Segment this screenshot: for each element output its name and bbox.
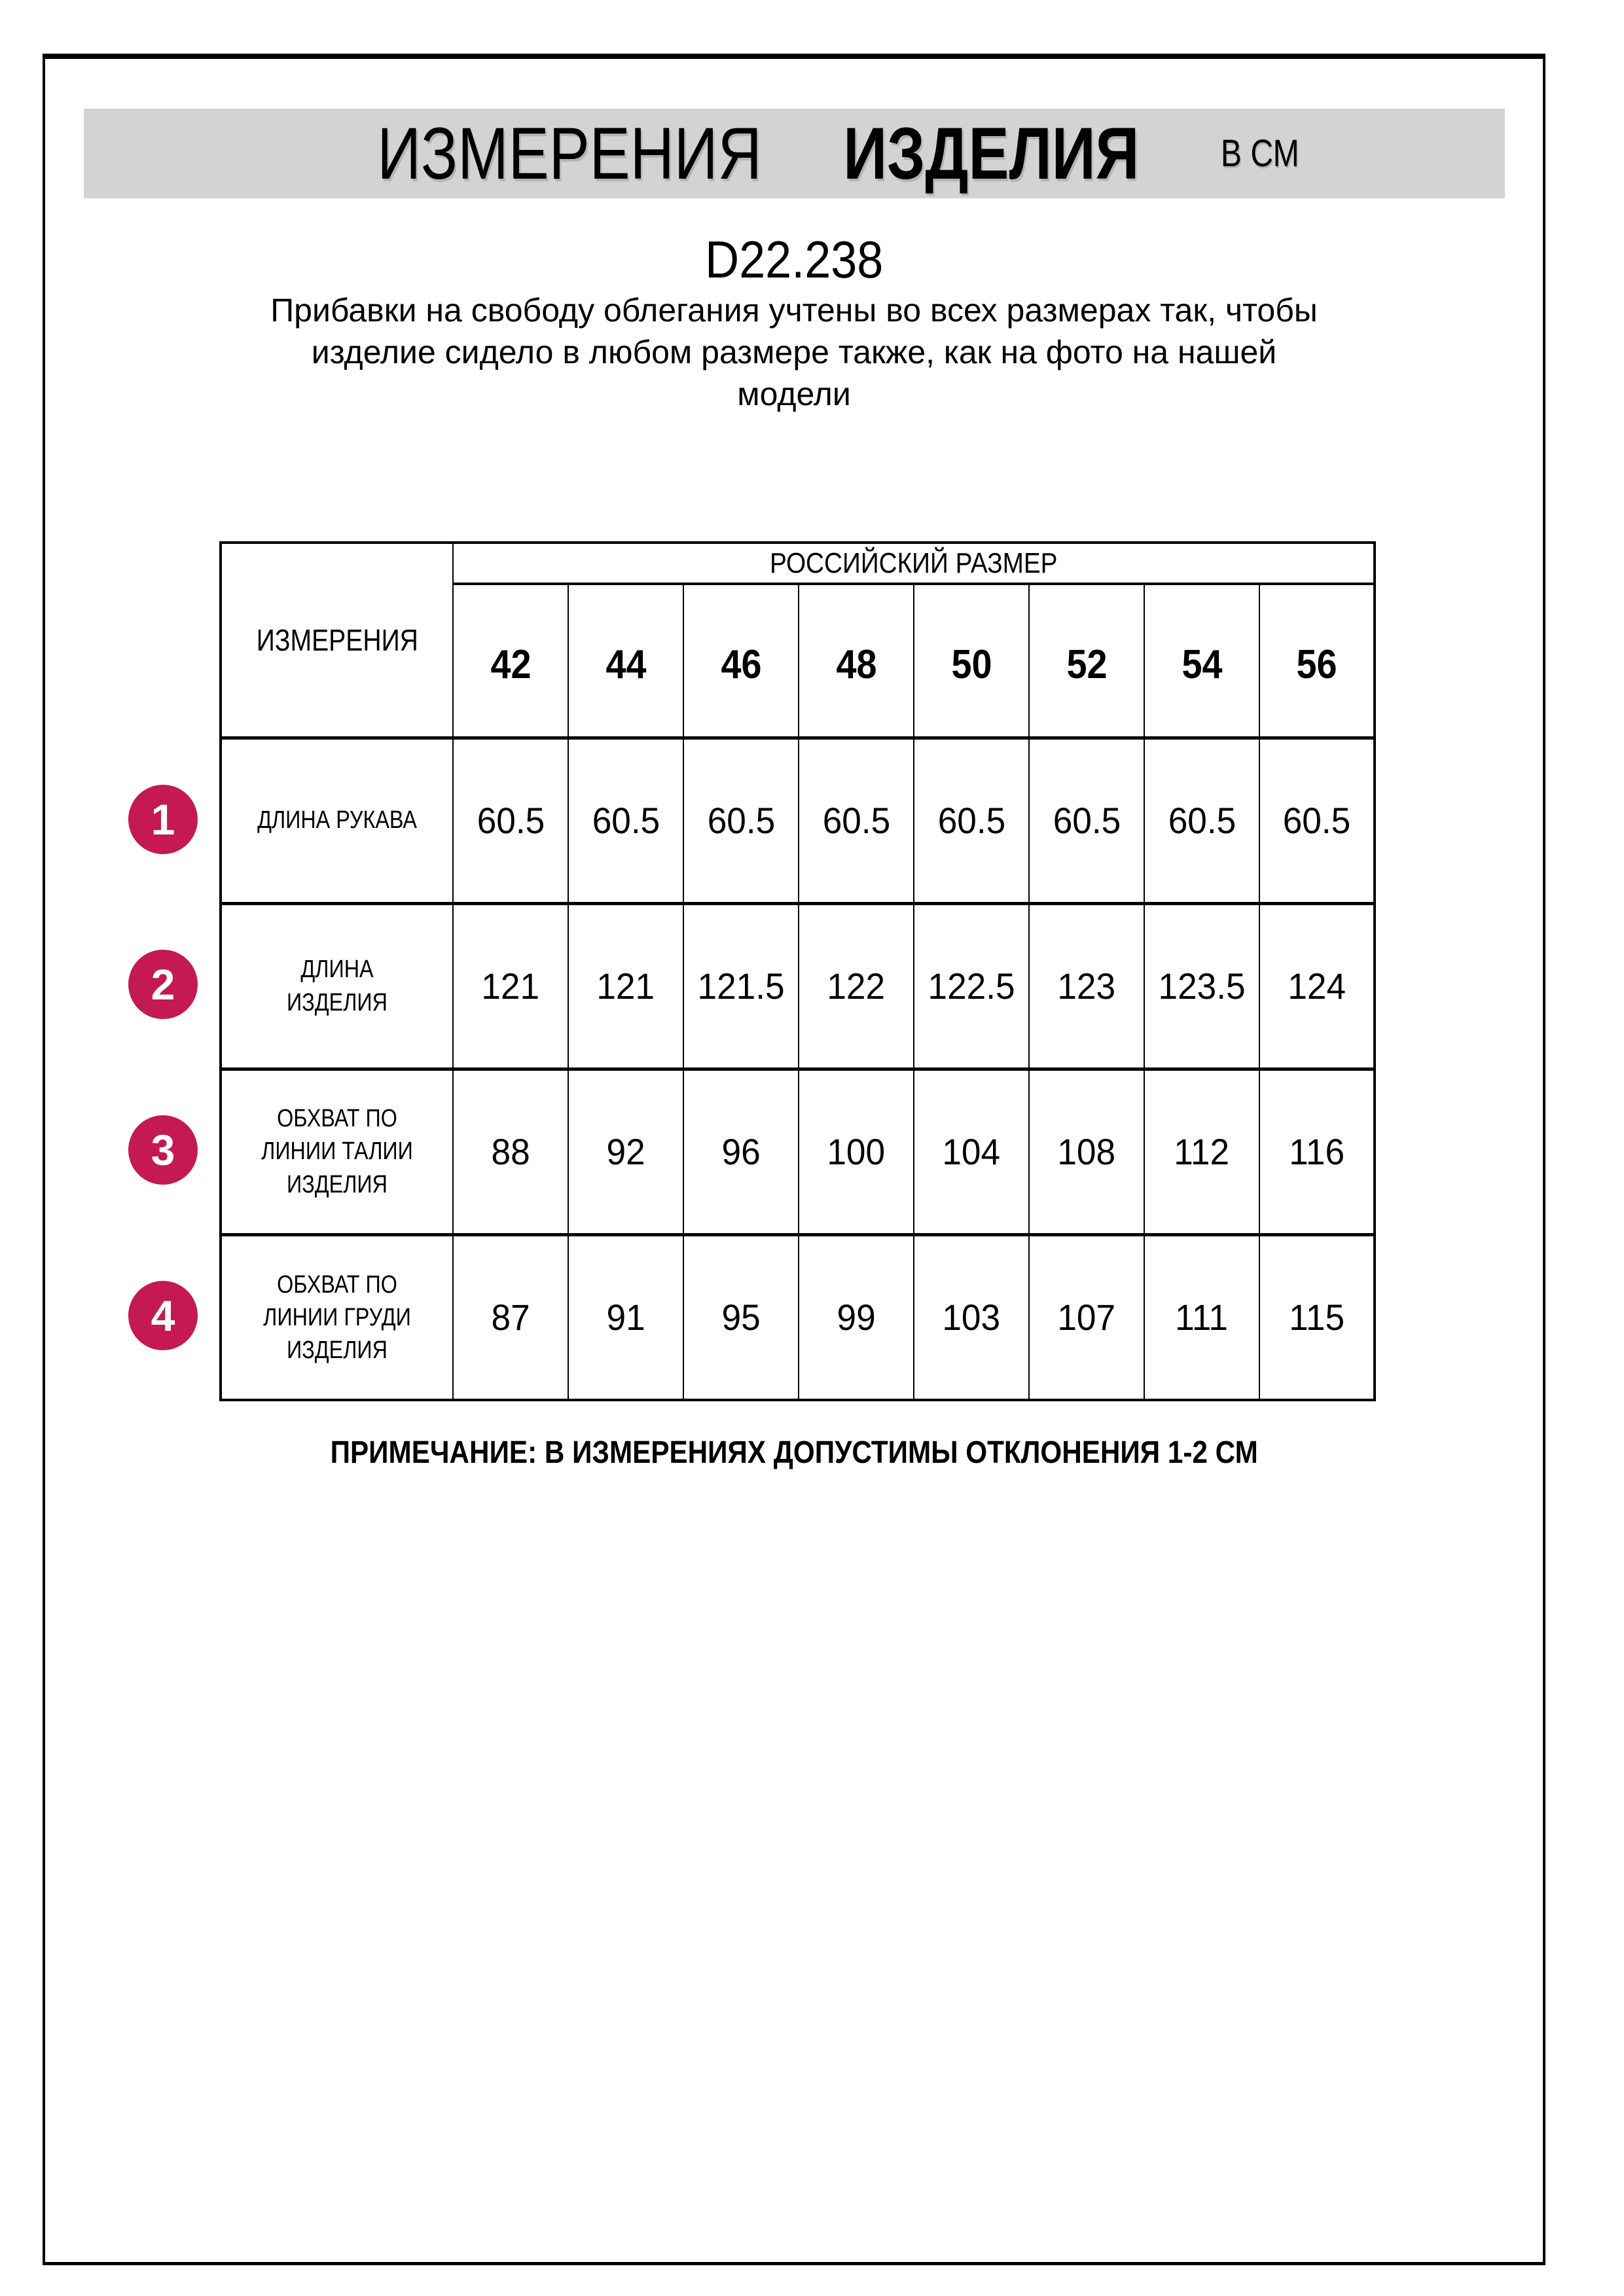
value-cell: 116 (1259, 1069, 1375, 1234)
row-label-cell: ДЛИНА ИЗДЕЛИЯ (221, 903, 453, 1069)
row-label-cell: ДЛИНА РУКАВА (221, 738, 453, 903)
value-cell: 60.5 (1259, 738, 1375, 903)
value-cell: 60.5 (799, 738, 914, 903)
size-header-cell: 48 (799, 584, 914, 738)
corner-header-cell (221, 543, 453, 738)
row-number-badge-4: 4 (128, 1281, 198, 1350)
size-header-cell: 54 (1144, 584, 1259, 738)
description (45, 289, 1543, 415)
value-cell: 112 (1144, 1069, 1259, 1234)
model-code: D22.238 (704, 230, 884, 289)
row-number-badge-3: 3 (128, 1115, 198, 1185)
value-cell: 99 (799, 1234, 914, 1400)
size-header-cell: 46 (683, 584, 799, 738)
value-cell: 121 (453, 903, 568, 1069)
title-measurements: ИЗМЕРЕНИЯ (377, 112, 762, 194)
value-cell: 100 (799, 1069, 914, 1234)
corner-header-label: ИЗМЕРЕНИЯ (256, 622, 418, 657)
description-line: Прибавки на свободу облегания учтены во всех размерах так, чтобы (270, 292, 1318, 329)
title-product: ИЗДЕЛИЯ (843, 112, 1140, 194)
group-header-cell (453, 543, 1375, 584)
value-cell: 60.5 (453, 738, 568, 903)
value-cell: 60.5 (914, 738, 1029, 903)
row-label-cell: ОБХВАТ ПО ЛИНИИ ТАЛИИ ИЗДЕЛИЯ (221, 1069, 453, 1234)
value-cell: 92 (568, 1069, 683, 1234)
value-cell: 60.5 (1029, 738, 1144, 903)
size-header-cell: 42 (453, 584, 568, 738)
page-title (377, 112, 1299, 194)
value-cell: 60.5 (683, 738, 799, 903)
description-line: изделие сидело в любом размере также, как на фото на нашей (311, 334, 1277, 370)
size-header-cell: 44 (568, 584, 683, 738)
value-cell: 121 (568, 903, 683, 1069)
value-cell: 123.5 (1144, 903, 1259, 1069)
value-cell: 88 (453, 1069, 568, 1234)
title-units: В СМ (1220, 132, 1299, 175)
value-cell: 91 (568, 1234, 683, 1400)
value-cell: 96 (683, 1069, 799, 1234)
value-cell: 123 (1029, 903, 1144, 1069)
table-row (221, 903, 1375, 1069)
page-frame (43, 54, 1545, 2265)
table-row (221, 738, 1375, 903)
value-cell: 122 (799, 903, 914, 1069)
value-cell: 103 (914, 1234, 1029, 1400)
value-cell: 60.5 (1144, 738, 1259, 903)
value-cell: 122.5 (914, 903, 1029, 1069)
value-cell: 87 (453, 1234, 568, 1400)
size-table-wrapper (219, 541, 1376, 1401)
description-line: модели (737, 376, 851, 412)
size-header-cell: 50 (914, 584, 1029, 738)
row-number-badge-1: 1 (128, 785, 198, 854)
value-cell: 95 (683, 1234, 799, 1400)
row-number-badge-2: 2 (128, 950, 198, 1019)
table-row (221, 1069, 1375, 1234)
size-table (219, 541, 1376, 1401)
value-cell: 104 (914, 1069, 1029, 1234)
value-cell: 108 (1029, 1069, 1144, 1234)
value-cell: 124 (1259, 903, 1375, 1069)
tolerance-note: ПРИМЕЧАНИЕ: В ИЗМЕРЕНИЯХ ДОПУСТИМЫ ОТКЛОНЕНИЯ 1-2 СМ (330, 1435, 1258, 1470)
value-cell: 107 (1029, 1234, 1144, 1400)
value-cell: 111 (1144, 1234, 1259, 1400)
size-header-cell: 56 (1259, 584, 1375, 738)
value-cell: 121.5 (683, 903, 799, 1069)
value-cell: 60.5 (568, 738, 683, 903)
group-header-label: РОССИЙСКИЙ РАЗМЕР (769, 547, 1058, 579)
table-row (221, 1234, 1375, 1400)
header-band (84, 109, 1505, 198)
value-cell: 115 (1259, 1234, 1375, 1400)
size-header-cell: 52 (1029, 584, 1144, 738)
row-label-cell: ОБХВАТ ПО ЛИНИИ ГРУДИ ИЗДЕЛИЯ (221, 1234, 453, 1400)
